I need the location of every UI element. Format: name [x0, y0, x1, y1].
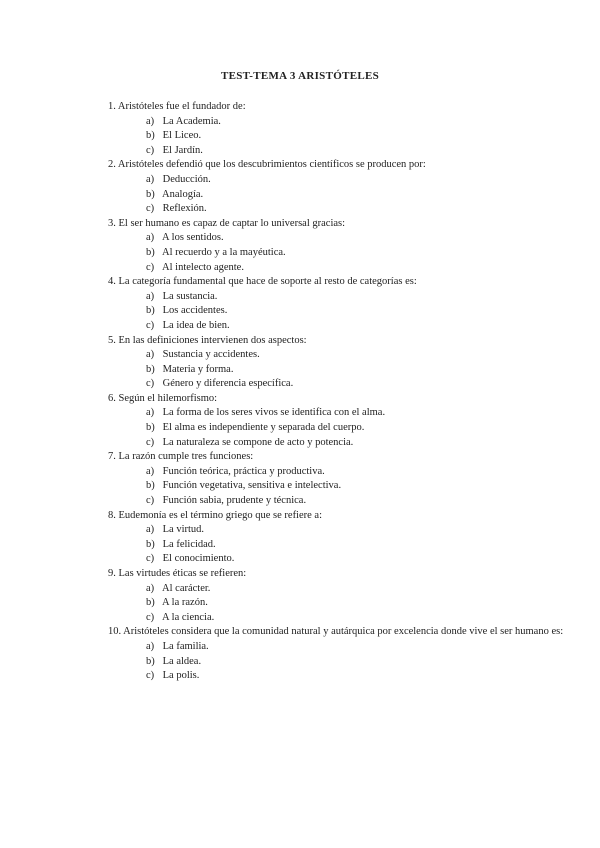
option-label: a) [146, 290, 155, 302]
option-text: Los accidentes. [162, 305, 228, 317]
answer-option [108, 465, 578, 480]
question-text: 2. Aristóteles defendió que los descubrimientos científicos se producen por: [108, 159, 426, 171]
option-text: La felicidad. [162, 538, 216, 550]
option-label: b) [146, 246, 155, 258]
question-text: 10. Aristóteles considera que la comunidad natural y autárquica por excelencia donde vive el ser humano es: [108, 626, 564, 638]
answer-option [108, 144, 578, 159]
option-text: La virtud. [162, 524, 205, 536]
option-label: c) [146, 203, 155, 215]
question-7 [108, 450, 578, 508]
option-label: b) [146, 655, 155, 667]
answer-option [108, 538, 578, 553]
option-label: c) [146, 378, 155, 390]
question-9 [108, 567, 578, 625]
answer-option [108, 611, 578, 626]
option-label: a) [146, 465, 155, 477]
question-4 [108, 275, 578, 333]
question-2 [108, 158, 578, 216]
question-text: 8. Eudemonía es el término griego que se refiere a: [108, 509, 322, 521]
option-label: b) [146, 188, 155, 200]
option-label: c) [146, 495, 155, 507]
option-label: b) [146, 597, 155, 609]
answer-option [108, 655, 578, 670]
option-label: c) [146, 319, 155, 331]
option-label: b) [146, 305, 155, 317]
answer-option [108, 363, 578, 378]
option-label: b) [146, 538, 155, 550]
option-text: El alma es independiente y separada del cuerpo. [162, 422, 365, 434]
option-label: c) [146, 261, 155, 273]
answer-option [108, 319, 578, 334]
question-1 [108, 100, 578, 158]
answer-option [108, 348, 578, 363]
option-label: c) [146, 611, 155, 623]
option-text: Al carácter. [162, 582, 211, 594]
option-text: Materia y forma. [162, 363, 234, 375]
option-text: A los sentidos. [162, 232, 224, 244]
option-label: b) [146, 480, 155, 492]
option-text: La aldea. [162, 655, 202, 667]
option-text: A la ciencia. [162, 611, 215, 623]
page-title: TEST-TEMA 3 ARISTÓTELES [220, 70, 380, 82]
option-text: El Liceo. [162, 130, 202, 142]
answer-option [108, 479, 578, 494]
option-label: a) [146, 349, 155, 361]
option-text: Función teórica, práctica y productiva. [162, 465, 325, 477]
option-label: a) [146, 524, 155, 536]
option-text: La familia. [162, 640, 209, 652]
answer-option [108, 304, 578, 319]
option-label: c) [146, 436, 155, 448]
answer-option [108, 523, 578, 538]
question-10 [108, 625, 578, 683]
answer-option [108, 231, 578, 246]
option-label: a) [146, 407, 155, 419]
answer-option [108, 596, 578, 611]
option-text: Analogía. [162, 188, 204, 200]
answer-option [108, 494, 578, 509]
option-label: c) [146, 553, 155, 565]
option-label: a) [146, 115, 155, 127]
option-label: b) [146, 130, 155, 142]
answer-option [108, 377, 578, 392]
answer-option [108, 129, 578, 144]
question-text: 1. Aristóteles fue el fundador de: [108, 101, 246, 112]
question-5 [108, 334, 578, 392]
answer-option [108, 582, 578, 597]
option-text: Al intelecto agente. [162, 261, 244, 273]
answer-option [108, 436, 578, 451]
question-list [108, 100, 578, 684]
answer-option [108, 246, 578, 261]
answer-option [108, 290, 578, 305]
option-text: Género y diferencia específica. [162, 378, 294, 390]
answer-option [108, 669, 578, 684]
question-8 [108, 509, 578, 567]
question-text: 6. Según el hilemorfismo: [108, 392, 218, 404]
question-text: 3. El ser humano es capaz de captar lo universal gracias: [108, 217, 346, 229]
option-text: La naturaleza se compone de acto y potencia. [162, 436, 354, 448]
option-label: a) [146, 173, 155, 185]
option-label: b) [146, 422, 155, 434]
answer-option [108, 421, 578, 436]
option-text: Deducción. [162, 173, 211, 185]
answer-option [108, 406, 578, 421]
question-text: 5. En las definiciones intervienen dos aspectos: [108, 334, 307, 346]
option-label: a) [146, 232, 155, 244]
option-text: Función vegetativa, sensitiva e intelectiva. [162, 480, 342, 492]
question-text: 4. La categoría fundamental que hace de soporte al resto de categorías es: [108, 276, 417, 288]
option-text: A la razón. [162, 597, 208, 609]
question-3 [108, 217, 578, 275]
option-text: La forma de los seres vivos se identifica con el alma. [162, 407, 386, 419]
option-label: c) [146, 670, 155, 682]
option-text: El conocimiento. [162, 553, 235, 565]
option-text: Al recuerdo y a la mayéutica. [162, 246, 286, 258]
option-text: La polis. [162, 670, 200, 682]
answer-option [108, 188, 578, 203]
answer-option [108, 552, 578, 567]
option-text: El Jardín. [162, 144, 203, 156]
option-label: a) [146, 640, 155, 652]
answer-option [108, 261, 578, 276]
option-text: La sustancia. [162, 290, 218, 302]
question-text: 7. La razón cumple tres funciones: [108, 451, 254, 463]
option-text: Sustancia y accidentes. [162, 349, 260, 361]
question-6 [108, 392, 578, 450]
option-label: a) [146, 582, 155, 594]
option-label: b) [146, 363, 155, 375]
answer-option [108, 115, 578, 130]
answer-option [108, 202, 578, 217]
option-text: Reflexión. [162, 203, 207, 215]
answer-option [108, 640, 578, 655]
option-text: La Academia. [162, 115, 221, 127]
answer-option [108, 173, 578, 188]
option-text: La idea de bien. [162, 319, 230, 331]
option-text: Función sabia, prudente y técnica. [162, 495, 307, 507]
option-label: c) [146, 144, 155, 156]
question-text: 9. Las virtudes éticas se refieren: [108, 568, 247, 579]
